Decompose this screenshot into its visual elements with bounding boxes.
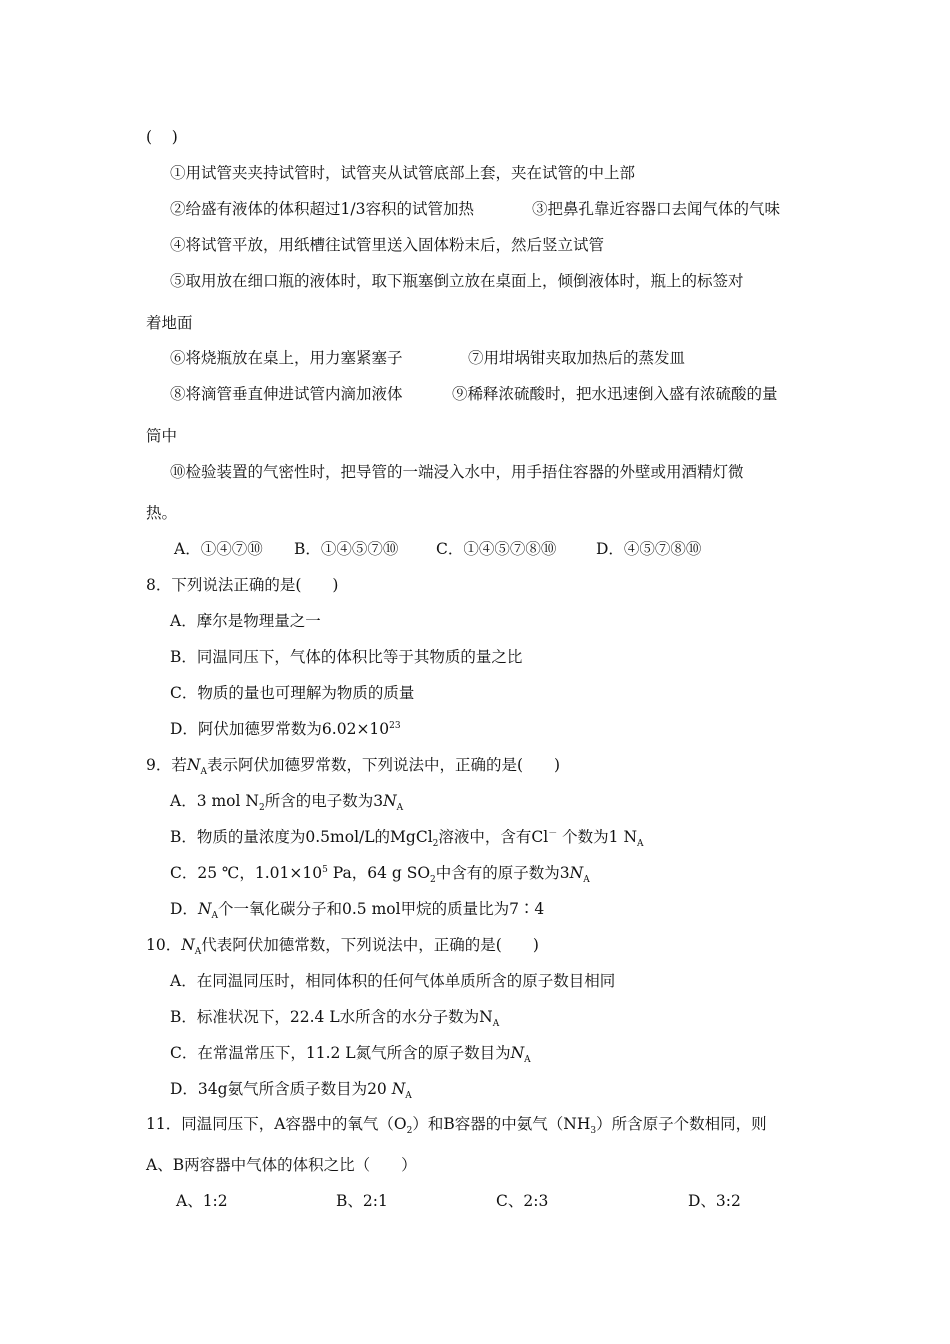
q7-option-b: B．①④⑤⑦⑩ <box>294 540 399 558</box>
q10-option-d: D．34g氨气所含质子数目为20 $N_A$ <box>170 1080 412 1102</box>
q7-item-7: ⑦用坩埚钳夹取加热后的蒸发皿 <box>468 349 686 367</box>
q11-option-d: D、3:2 <box>688 1192 741 1210</box>
q7-option-a: A．①④⑦⑩ <box>174 540 263 558</box>
q8-option-c: C．物质的量也可理解为物质的质量 <box>170 684 415 702</box>
q10-option-b: B．标准状况下，22.4 L水所含的水分子数为$N_A$ <box>170 1008 500 1030</box>
q11-stem-line2: A、B两容器中气体的体积之比（ ） <box>146 1156 417 1174</box>
q7-answer-bracket: ( ) <box>146 128 178 146</box>
q8-option-a: A．摩尔是物理量之一 <box>170 612 321 630</box>
q7-option-c: C．①④⑤⑦⑧⑩ <box>436 540 557 558</box>
q10-option-a: A．在同温同压时，相同体积的任何气体单质所含的原子数目相同 <box>170 972 616 990</box>
q11-option-c: C、2:3 <box>496 1192 549 1210</box>
q11-option-a: A、1:2 <box>176 1192 228 1210</box>
q9-option-a: A．3 mol $N_2$所含的电子数为$3N_A$ <box>170 792 404 814</box>
q7-item-10-line2: 热。 <box>146 504 178 522</box>
q7-item-9-line1: ⑨稀释浓硫酸时，把水迅速倒入盛有浓硫酸的量 <box>452 385 778 403</box>
q8-stem: 8．下列说法正确的是( ) <box>146 576 339 594</box>
q7-item-8: ⑧将滴管垂直伸进试管内滴加液体 <box>170 385 403 403</box>
q8-option-b: B．同温同压下，气体的体积比等于其物质的量之比 <box>170 648 523 666</box>
q7-option-d: D．④⑤⑦⑧⑩ <box>596 540 702 558</box>
q11-stem-line1: 11．同温同压下，A容器中的氧气$(O_2)$和B容器的中氨气$(NH_3)$所含原子个数相同，则 <box>146 1115 767 1137</box>
q7-item-5-line2: 着地面 <box>146 314 193 332</box>
q7-item-4: ④将试管平放，用纸槽往试管里送入固体粉末后，然后竖立试管 <box>170 236 605 254</box>
q9-option-d: D．$N_A$个一氧化碳分子和0.5 mol甲烷的质量比为7∶4 <box>170 900 545 922</box>
q8-option-d: D．阿伏加德罗常数为$6.02\times 10^{23}$ <box>170 720 401 738</box>
q9-stem: 9．若$N_A$表示阿伏加德罗常数，下列说法中，正确的是( ) <box>146 756 561 778</box>
q7-item-2: ②给盛有液体的体积超过1/3容积的试管加热 <box>170 200 474 218</box>
q10-option-c: C．在常温常压下，11.2 L氮气所含的原子数目为$N_A$ <box>170 1044 531 1066</box>
q7-item-3: ③把鼻孔靠近容器口去闻气体的气味 <box>532 200 781 218</box>
q11-option-b: B、2:1 <box>336 1192 388 1210</box>
q9-option-c: C．25 ℃，$1.01\times 10^5$ Pa，64 g $SO_2$中含有的原子数为$3N_A$ <box>170 864 590 886</box>
q7-item-1: ①用试管夹夹持试管时，试管夹从试管底部上套，夹在试管的中上部 <box>170 164 636 182</box>
q7-item-5-line1: ⑤取用放在细口瓶的液体时，取下瓶塞倒立放在桌面上，倾倒液体时，瓶上的标签对 <box>170 272 744 290</box>
q9-option-b: B．物质的量浓度为0.5mol/L的MgCl$_2$溶液中，含有Cl－ 个数为1 $N_A$ <box>170 828 644 850</box>
q10-stem: 10．$N_A$代表阿伏加德常数，下列说法中，正确的是( ) <box>146 936 539 958</box>
q7-item-9-line2: 筒中 <box>146 427 178 445</box>
q7-item-10-line1: ⑩检验装置的气密性时，把导管的一端浸入水中，用手捂住容器的外壁或用酒精灯微 <box>170 463 744 481</box>
q7-item-6: ⑥将烧瓶放在桌上，用力塞紧塞子 <box>170 349 403 367</box>
